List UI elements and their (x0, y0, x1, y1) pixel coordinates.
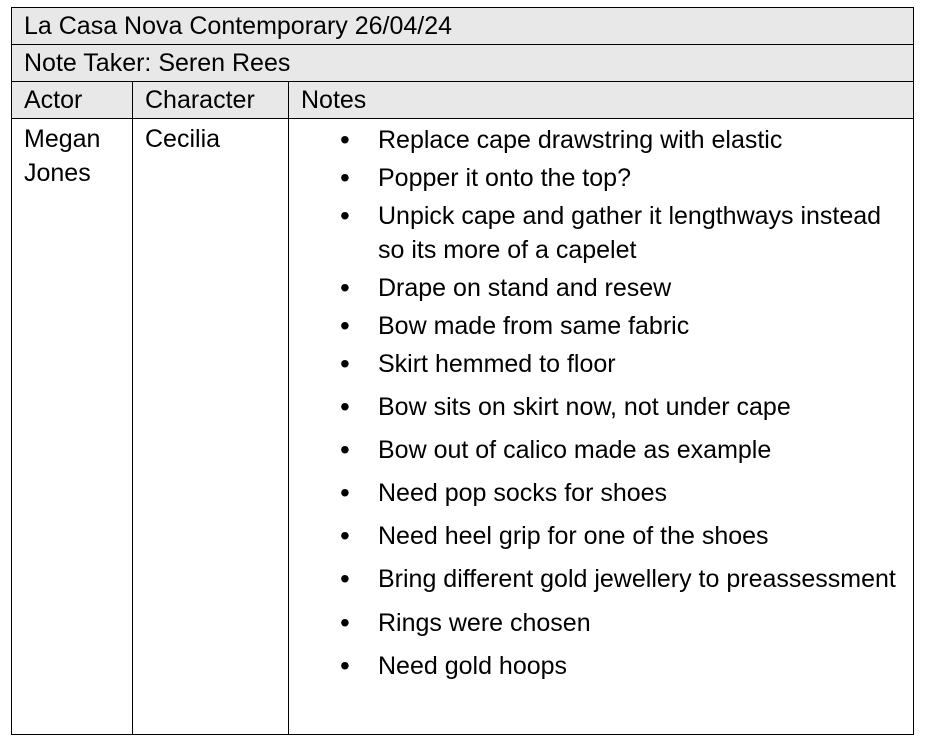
note-item: • Need heel grip for one of the shoes (289, 519, 913, 553)
character-cell: Cecilia (133, 119, 289, 735)
note-item: • Unpick cape and gather it lengthways instead so its more of a capelet (289, 199, 913, 267)
note-item: • Replace cape drawstring with elastic (289, 123, 913, 157)
note-item: • Need pop socks for shoes (289, 476, 913, 510)
note-taker: Note Taker: Seren Rees (12, 45, 914, 82)
column-header-notes: Notes (289, 82, 914, 119)
column-header-row (12, 82, 914, 119)
column-header-character: Character (133, 82, 289, 119)
note-item: • Bow out of calico made as example (289, 433, 913, 467)
note-item: • Skirt hemmed to floor (289, 347, 913, 381)
document-title: La Casa Nova Contemporary 26/04/24 (12, 8, 914, 45)
title-row (12, 8, 914, 45)
note-item: • Rings were chosen (289, 606, 913, 640)
note-item: • Bring different gold jewellery to preassessment (289, 558, 913, 600)
notes-list (289, 123, 913, 683)
note-taker-row (12, 45, 914, 82)
notes-table (11, 7, 914, 735)
actor-cell (12, 119, 133, 735)
note-item: • Need gold hoops (289, 649, 913, 683)
table-row (12, 119, 914, 735)
column-header-actor: Actor (12, 82, 133, 119)
note-item: • Bow sits on skirt now, not under cape (289, 390, 913, 424)
note-item: • Popper it onto the top? (289, 161, 913, 195)
actor-name: Megan Jones (24, 125, 101, 187)
note-item: • Bow made from same fabric (289, 309, 913, 343)
notes-cell (289, 119, 914, 735)
note-item: • Drape on stand and resew (289, 271, 913, 305)
